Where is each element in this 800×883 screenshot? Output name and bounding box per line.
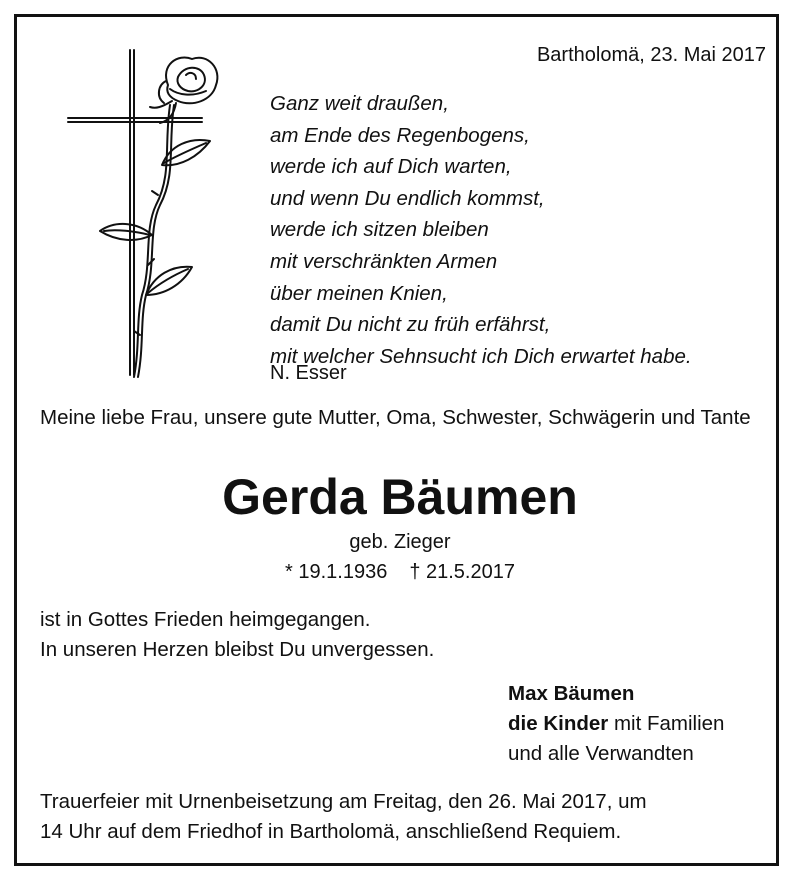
mourner-children: die Kinder <box>508 712 609 735</box>
mourner-relatives: und alle Verwandten <box>508 742 694 765</box>
life-dates <box>0 561 800 584</box>
intro-text: Meine liebe Frau, unsere gute Mutter, Oma, Schwester, Schwägerin und Tante <box>40 406 751 429</box>
place-date: Bartholomä, 23. Mai 2017 <box>536 44 766 66</box>
poem-line: am Ende des Regenbogens, <box>270 123 530 147</box>
birth-name: geb. Zieger <box>349 531 451 553</box>
poem-line: mit verschränkten Armen <box>270 249 498 273</box>
poem <box>270 88 692 372</box>
poem-line: werde ich sitzen bleiben <box>270 218 489 242</box>
passing-text <box>40 605 434 665</box>
birth-date: * 19.1.1936 <box>285 561 388 583</box>
deceased-name: Gerda Bäumen <box>222 469 578 525</box>
cross-with-rose-icon <box>60 45 235 385</box>
poem-line: und wenn Du endlich kommst, <box>270 186 545 210</box>
service-details <box>40 787 647 847</box>
poem-author: N. Esser <box>270 362 347 384</box>
mourner-children-rest: mit Familien <box>608 712 725 735</box>
passing-line: ist in Gottes Frieden heimgegangen. <box>40 608 371 631</box>
mourner-husband: Max Bäumen <box>508 682 635 705</box>
mourners <box>508 679 724 769</box>
service-line: 14 Uhr auf dem Friedhof in Bartholomä, anschließend Requiem. <box>40 820 622 843</box>
death-date: † 21.5.2017 <box>409 561 515 583</box>
poem-line: Ganz weit draußen, <box>270 92 449 115</box>
poem-line: damit Du nicht zu früh erfährst, <box>270 313 551 337</box>
poem-line: über meinen Knien, <box>270 281 448 305</box>
poem-line: werde ich auf Dich warten, <box>270 155 512 179</box>
service-line: Trauerfeier mit Urnenbeisetzung am Freitag, den 26. Mai 2017, um <box>40 790 647 813</box>
passing-line: In unseren Herzen bleibst Du unvergessen. <box>40 638 435 661</box>
poem-line: mit welcher Sehnsucht ich Dich erwartet habe. <box>270 344 692 368</box>
